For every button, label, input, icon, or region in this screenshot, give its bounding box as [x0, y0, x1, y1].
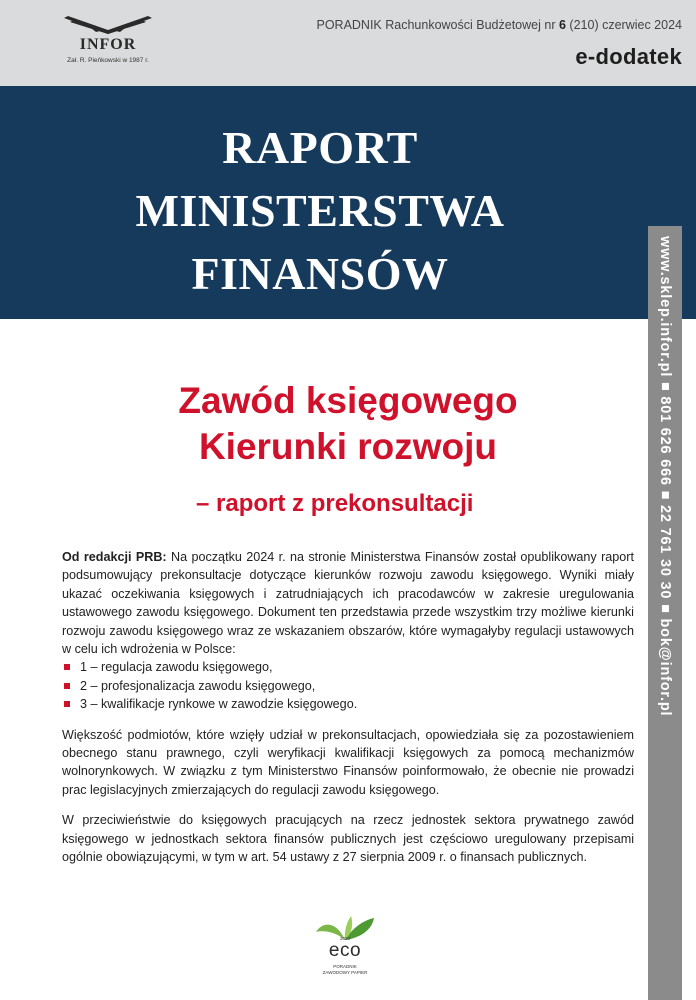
eco-caption: PORADNIK	[333, 964, 357, 969]
list-item: 1 – regulacja zawodu księgowego,	[62, 658, 634, 676]
banner-title	[0, 116, 640, 305]
infor-logo	[56, 14, 160, 72]
wings-icon	[60, 14, 156, 36]
article-body	[62, 548, 634, 879]
article-subtitle: – raport z prekonsultacji	[196, 490, 474, 517]
issue-nr-label: nr	[544, 18, 556, 32]
eco-logo	[310, 914, 380, 976]
lead-text: Na początku 2024 r. na stronie Ministerstwa Finansów został opublikowany raport podsumowujący prekonsultacje dotyczące kierunków rozwoju zawodu księgowego. Wyniki miały ukazać oczekiwania księgowych i zatrudniających ich pracodawców w zakresie uregulowania ustawowego zawodu księgowego. Dokument ten przedstawia przede wszystkim trzy możliwe kierunki rozwoju zawodu księgowego wraz ze wskazaniem obszarów, które wymagałyby regulacji ustawowych w celu ich wdrożenia w Polsce:	[62, 550, 634, 657]
banner-title-line: RAPORT	[222, 122, 418, 173]
issue-number: 6	[558, 18, 566, 32]
publication-name: PORADNIK Rachunkowości Budżetowej	[316, 18, 541, 32]
issue-total-number: (210)	[569, 18, 599, 32]
banner-title-line: FINANSÓW	[191, 248, 449, 299]
body-paragraph: W przeciwieństwie do księgowych pracujących na rzecz jednostek sektora prywatnego zawód księgowego w jednostkach sektora finansów publicznych jest częściowo uregulowany przepisami ogólnie obowiązującymi, w tym w art. 54 ustawy z 27 sierpnia 2009 r. o finansach publicznych.	[62, 813, 634, 865]
eco-wordmark: eco	[328, 940, 362, 961]
lead-label: Od redakcji PRB:	[62, 550, 167, 564]
logo-wordmark: INFOR	[79, 36, 137, 53]
contact-sidebar-text: www.sklep.infor.pl ■ 801 626 666 ■ 22 761 30 30 ■ bok@infor.pl	[657, 236, 673, 717]
body-paragraph: Większość podmiotów, które wzięły udział w prekonsultacjach, opowiedziała się za pozostawieniem obecnego stanu prawnego, czyli weryfikacji kwalifikacji księgowych za pomocą mechanizmów wolnorynkowych. W związku z tym Ministerstwo Finansów poinformowało, że obecnie nie prowadzi prac legislacyjnych zmierzających do regulacji zawodu księgowego.	[62, 727, 634, 797]
issue-line	[316, 18, 682, 32]
eco-caption: ZAWODOWY PAPIER	[322, 970, 368, 975]
banner-title-line: MINISTERSTWA	[135, 185, 505, 236]
logo-tagline: Zał. R. Pieńkowski w 1987 r.	[67, 57, 149, 64]
direction-list	[62, 658, 634, 713]
article-title-line: Zawód księgowego	[178, 380, 518, 421]
issue-date: czerwiec 2024	[602, 18, 682, 32]
list-item: 3 – kwalifikacje rynkowe w zawodzie księgowego.	[62, 695, 634, 713]
eco-year: 2020	[339, 936, 350, 941]
article-title	[0, 378, 696, 470]
list-item: 2 – profesjonalizacja zawodu księgowego,	[62, 677, 634, 695]
article-title-line: Kierunki rozwoju	[198, 426, 498, 467]
edition-label: e-dodatek	[575, 44, 682, 69]
lead-paragraph	[62, 548, 634, 658]
header-bar	[0, 0, 696, 86]
